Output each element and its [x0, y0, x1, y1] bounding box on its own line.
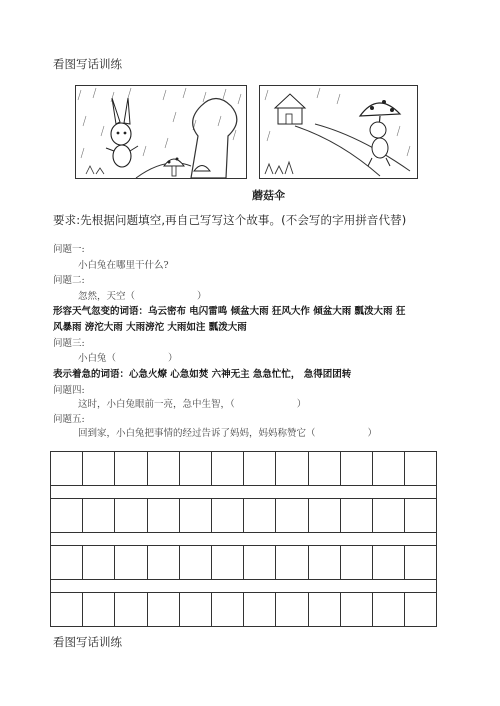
- grid-cell[interactable]: [179, 593, 211, 627]
- picture-rabbit-in-rain: [75, 85, 247, 179]
- grid-cell[interactable]: [147, 546, 179, 580]
- grid-row: [51, 593, 437, 627]
- grid-cell[interactable]: [372, 499, 404, 533]
- grid-cell[interactable]: [211, 499, 243, 533]
- picture-mushroom-umbrella: [259, 85, 418, 179]
- mushroom-umbrella-illustration: [260, 86, 417, 178]
- grid-cell[interactable]: [115, 546, 147, 580]
- weather-words-line-2: 风暴雨 滂沱大雨 大雨滂沱 大雨如注 瓢泼大雨: [53, 322, 247, 333]
- question-1-text: 小白兔在哪里干什么?: [78, 260, 169, 271]
- writing-grid-table: [50, 451, 437, 627]
- grid-cell[interactable]: [372, 593, 404, 627]
- urgent-words: 表示着急的词语：心急火燎 心急如焚 六神无主 急急忙忙， 急得团团转: [53, 369, 352, 380]
- question-3-close: ）: [168, 353, 178, 364]
- grid-cell[interactable]: [179, 546, 211, 580]
- grid-cell[interactable]: [244, 452, 276, 486]
- grid-cell[interactable]: [340, 593, 372, 627]
- question-3-label: 问题三:: [53, 338, 85, 349]
- grid-cell[interactable]: [51, 593, 83, 627]
- grid-cell[interactable]: [51, 499, 83, 533]
- grid-cell[interactable]: [51, 546, 83, 580]
- grid-cell[interactable]: [179, 499, 211, 533]
- grid-cell[interactable]: [276, 452, 308, 486]
- question-5-text: 回到家，小白兔把事情的经过告诉了妈妈，妈妈称赞它（: [78, 428, 316, 439]
- question-2-line: [78, 288, 207, 302]
- grid-row: [51, 499, 437, 533]
- grid-cell[interactable]: [115, 452, 147, 486]
- grid-row: [51, 546, 437, 580]
- grid-cell[interactable]: [372, 452, 404, 486]
- grid-spacer-row: [51, 486, 437, 499]
- question-3-line: [78, 350, 178, 364]
- question-4-label: 问题四:: [53, 385, 85, 396]
- grid-cell[interactable]: [115, 499, 147, 533]
- grid-cell[interactable]: [244, 499, 276, 533]
- grid-cell[interactable]: [244, 593, 276, 627]
- grid-cell[interactable]: [276, 593, 308, 627]
- grid-cell[interactable]: [405, 499, 437, 533]
- grid-cell[interactable]: [83, 499, 115, 533]
- grid-spacer-row: [51, 580, 437, 593]
- grid-cell[interactable]: [179, 452, 211, 486]
- page-title: 看图写话训练: [53, 57, 122, 71]
- question-5-close: ）: [367, 428, 378, 439]
- grid-cell[interactable]: [405, 593, 437, 627]
- requirement-text: 要求:先根据问题填空,再自己写写这个故事。(不会写的字用拼音代替): [53, 213, 407, 227]
- question-5-line: [78, 425, 377, 439]
- grid-cell[interactable]: [372, 546, 404, 580]
- grid-spacer: [51, 580, 437, 593]
- rain-scene-illustration: [76, 86, 246, 178]
- grid-cell[interactable]: [276, 499, 308, 533]
- grid-cell[interactable]: [115, 593, 147, 627]
- grid-cell[interactable]: [340, 499, 372, 533]
- grid-cell[interactable]: [308, 546, 340, 580]
- grid-cell[interactable]: [340, 546, 372, 580]
- grid-cell[interactable]: [211, 593, 243, 627]
- question-2-label: 问题二:: [53, 275, 85, 286]
- grid-cell[interactable]: [83, 546, 115, 580]
- grid-cell[interactable]: [308, 452, 340, 486]
- grid-spacer-row: [51, 533, 437, 546]
- grid-cell[interactable]: [147, 499, 179, 533]
- question-4-close: ）: [296, 399, 307, 410]
- grid-cell[interactable]: [308, 593, 340, 627]
- grid-cell[interactable]: [51, 452, 83, 486]
- writing-grid: [50, 451, 437, 627]
- grid-cell[interactable]: [83, 593, 115, 627]
- grid-cell[interactable]: [83, 452, 115, 486]
- grid-cell[interactable]: [276, 546, 308, 580]
- footer-title: 看图写话训练: [53, 635, 122, 649]
- grid-cell[interactable]: [147, 452, 179, 486]
- grid-cell[interactable]: [211, 452, 243, 486]
- grid-spacer: [51, 533, 437, 546]
- grid-row: [51, 452, 437, 486]
- grid-cell[interactable]: [308, 499, 340, 533]
- grid-cell[interactable]: [244, 546, 276, 580]
- weather-words-line-1: 形容天气忽变的词语：乌云密布 电闪雷鸣 倾盆大雨 狂风大作 倾盆大雨 瓢泼大雨 狂: [53, 306, 406, 317]
- question-4-line: [78, 396, 306, 410]
- grid-cell[interactable]: [405, 546, 437, 580]
- question-3-text: 小白兔（: [78, 353, 117, 364]
- question-2-text: 忽然，天空（: [78, 291, 136, 302]
- question-2-close: ）: [197, 291, 207, 302]
- question-4-text: 这时，小白兔眼前一亮，急中生智，（: [78, 399, 235, 410]
- question-1-label: 问题一:: [53, 244, 85, 255]
- grid-cell[interactable]: [211, 546, 243, 580]
- grid-cell[interactable]: [405, 452, 437, 486]
- picture-caption: 蘑菇伞: [252, 189, 285, 202]
- grid-cell[interactable]: [340, 452, 372, 486]
- grid-cell[interactable]: [147, 593, 179, 627]
- grid-spacer: [51, 486, 437, 499]
- question-5-label: 问题五:: [53, 414, 85, 425]
